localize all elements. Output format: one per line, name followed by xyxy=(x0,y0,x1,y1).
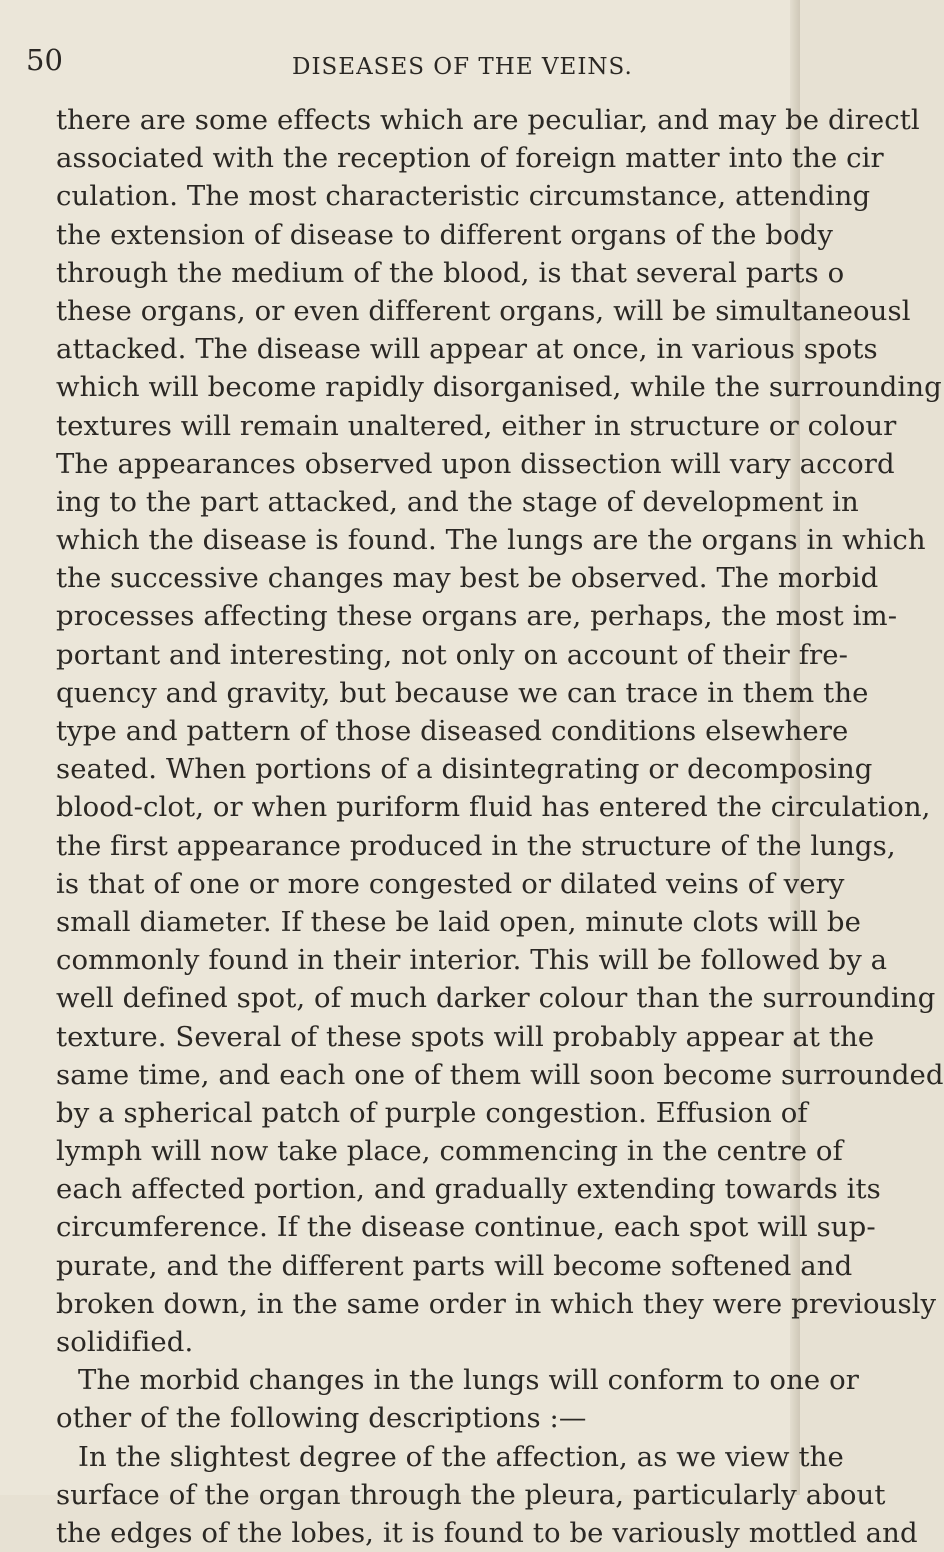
text-line: blood-clot, or when puriform fluid has entered the circulation, xyxy=(56,791,931,824)
text-line: purate, and the different parts will become softened and xyxy=(56,1249,853,1282)
text-line: solidified. xyxy=(56,1326,194,1358)
text-line: the successive changes may best be observed. The morbid xyxy=(56,562,879,595)
text-line: ing to the part attacked, and the stage of development in xyxy=(56,485,859,518)
text-line: same time, and each one of them will soon become surrounded xyxy=(56,1058,944,1091)
text-line: is that of one or more congested or dilated veins of very xyxy=(56,867,845,900)
text-line: seated. When portions of a disintegrating or decomposing xyxy=(56,753,873,786)
text-line: small diameter. If these be laid open, minute clots will be xyxy=(56,905,861,938)
text-line: circumference. If the disease continue, each spot will sup- xyxy=(56,1211,876,1244)
text-line: associated with the reception of foreign matter into the cir xyxy=(56,142,884,175)
text-line: each affected portion, and gradually extending towards its xyxy=(56,1173,881,1206)
text-line: attacked. The disease will appear at once, in various spots xyxy=(56,333,878,366)
page-number: 50 xyxy=(26,43,63,77)
text-line: In the slightest degree of the affection, as we view the xyxy=(78,1440,844,1473)
text-line: commonly found in their interior. This will be followed by a xyxy=(56,944,888,977)
text-line: which the disease is found. The lungs are the organs in which xyxy=(56,524,926,557)
text-line: these organs, or even different organs, will be simultaneousl xyxy=(56,294,911,327)
text-line: processes affecting these organs are, perhaps, the most im- xyxy=(56,600,898,633)
text-line: well defined spot, of much darker colour than the surrounding xyxy=(56,982,936,1015)
text-line: which will become rapidly disorganised, while the surrounding xyxy=(56,371,942,404)
text-line: The appearances observed upon dissection will vary accord xyxy=(56,447,895,480)
text-line: type and pattern of those diseased conditions elsewhere xyxy=(56,715,849,747)
text-line: quency and gravity, but because we can trace in them the xyxy=(56,676,869,709)
text-line: The morbid changes in the lungs will conform to one or xyxy=(78,1364,860,1397)
text-line: surface of the organ through the pleura, particularly about xyxy=(56,1478,886,1511)
text-line: other of the following descriptions :— xyxy=(56,1402,587,1435)
text-line: texture. Several of these spots will probably appear at the xyxy=(56,1020,875,1053)
text-line: culation. The most characteristic circumstance, attending xyxy=(56,180,871,213)
body-text xyxy=(56,101,944,1552)
text-line: there are some effects which are peculiar, and may be directl xyxy=(56,104,920,136)
text-line: the first appearance produced in the structure of the lungs, xyxy=(56,829,896,862)
text-line: by a spherical patch of purple congestion. Effusion of xyxy=(56,1096,808,1129)
running-head: DISEASES OF THE VEINS. xyxy=(292,54,633,80)
text-line: broken down, in the same order in which they were previously xyxy=(56,1287,937,1320)
text-line: textures will remain unaltered, either in structure or colour xyxy=(56,409,897,442)
text-line: the extension of disease to different organs of the body xyxy=(56,218,834,251)
text-line: the edges of the lobes, it is found to be variously mottled and xyxy=(56,1516,918,1549)
text-line: portant and interesting, not only on account of their fre- xyxy=(56,638,848,671)
text-line: lymph will now take place, commencing in the centre of xyxy=(56,1135,843,1168)
text-line: through the medium of the blood, is that several parts o xyxy=(56,256,845,289)
